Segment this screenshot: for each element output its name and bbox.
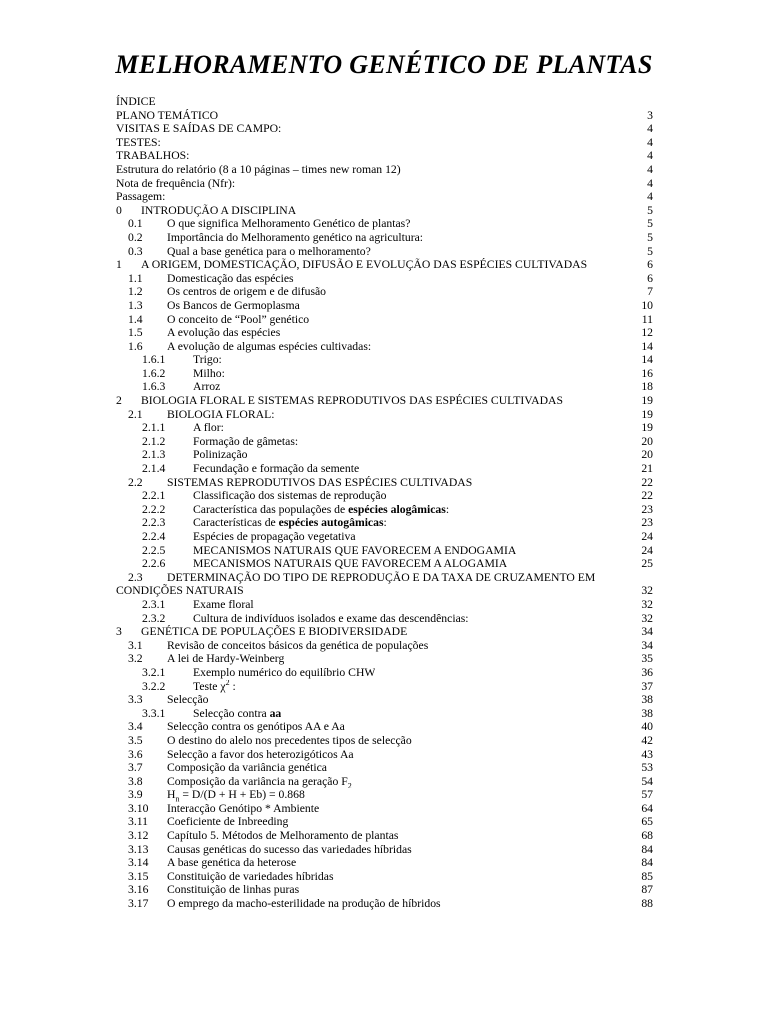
toc-entry[interactable]	[116, 435, 653, 449]
toc-entry-page: 7	[647, 285, 653, 299]
toc-entry-label: Exemplo numérico do equilíbrio CHW	[193, 665, 376, 679]
toc-entry-number: 2.2.4	[142, 530, 166, 543]
toc-entry-label-part: Composição da variância na geração F	[167, 774, 348, 788]
toc-entry-page: 14	[641, 353, 653, 367]
toc-entry-page: 38	[641, 706, 653, 720]
table-of-contents	[116, 95, 653, 911]
toc-entry-label-part: Característica das populações de	[193, 502, 349, 516]
toc-entry-number: 0.2	[128, 230, 143, 244]
toc-entry[interactable]	[116, 666, 653, 680]
toc-entry-page: 87	[641, 883, 653, 897]
toc-entry-number: 1	[116, 258, 122, 272]
toc-entry-number: 2.2.6	[142, 557, 166, 571]
toc-entry-page: 23	[641, 516, 653, 530]
toc-entry[interactable]	[116, 313, 653, 327]
toc-entry-page: 35	[641, 652, 653, 666]
toc-entry-label: Revisão de conceitos básicos da genética de populações	[167, 638, 429, 652]
toc-entry-page: 32	[641, 597, 653, 611]
toc-entry-label-bold: espécies autogâmicas	[278, 516, 384, 530]
toc-entry-page: 65	[641, 815, 653, 829]
toc-entry-label: A flor:	[193, 421, 224, 435]
toc-entry-page: 85	[641, 869, 653, 883]
toc-entry-number: 2.2	[128, 475, 143, 489]
toc-entry-label: GENÉTICA DE POPULAÇÕES E BIODIVERSIDADE	[141, 625, 408, 639]
toc-entry-page: 25	[641, 557, 653, 571]
toc-entry-label: SISTEMAS REPRODUTIVOS DAS ESPÉCIES CULTIVADAS	[167, 475, 473, 489]
toc-entry-number: 3.15	[128, 869, 149, 883]
toc-entry-number: 1.6	[128, 339, 143, 353]
toc-entry-label-part: H	[167, 788, 176, 802]
toc-entry-number: 3.17	[128, 897, 149, 911]
toc-entry-page: 5	[647, 244, 653, 258]
toc-entry-number: 1.6.3	[142, 380, 166, 394]
toc-entry-label: Composição da variância genética	[167, 761, 327, 775]
toc-entry-page: 20	[641, 434, 653, 448]
toc-entry-number: 2.3	[128, 570, 143, 584]
toc-entry[interactable]	[116, 612, 653, 626]
toc-entry[interactable]	[116, 489, 653, 503]
toc-entry-label: MECANISMOS NATURAIS QUE FAVORECEM A ENDOGAMIA	[193, 543, 517, 557]
toc-entry-number: 3.5	[128, 733, 143, 747]
toc-entry[interactable]	[116, 109, 653, 123]
toc-entry-number: 3.7	[128, 761, 143, 775]
toc-entry[interactable]	[116, 720, 653, 734]
index-heading: ÍNDICE	[116, 95, 156, 108]
toc-entry-label-part: Teste χ	[193, 679, 226, 693]
toc-entry-page: 53	[641, 761, 653, 775]
toc-entry[interactable]	[116, 883, 653, 897]
toc-entry-number: 3.1	[128, 638, 143, 652]
toc-entry-label: INTRODUÇÃO A DISCIPLINA	[141, 203, 297, 217]
toc-entry-number: 0.3	[128, 244, 143, 258]
toc-entry-label: Cultura de indivíduos isolados e exame das descendências:	[193, 611, 469, 625]
toc-entry-page: 68	[641, 829, 653, 843]
toc-entry-page: 22	[641, 475, 653, 489]
toc-entry-label: Os centros de origem e de difusão	[167, 285, 327, 299]
toc-entry[interactable]	[116, 367, 653, 381]
toc-entry-number: 2.1.2	[142, 434, 166, 448]
toc-entry-number: 3.4	[128, 720, 143, 734]
toc-entry-page: 4	[647, 122, 653, 136]
toc-entry-label-part: Características de	[193, 516, 279, 530]
toc-entry-page: 10	[641, 298, 653, 312]
toc-entry-page: 4	[647, 162, 653, 176]
toc-entry-label: Domesticação das espécies	[167, 271, 294, 285]
toc-entry[interactable]	[116, 299, 653, 313]
toc-entry-label: Importância do Melhoramento genético na agricultura:	[167, 230, 424, 244]
toc-entry[interactable]	[116, 693, 653, 707]
toc-entry-page: 6	[647, 258, 653, 272]
toc-entry-number: 1.5	[128, 326, 143, 340]
toc-entry-page: 40	[641, 720, 653, 734]
toc-entry-page: 24	[641, 543, 653, 557]
toc-entry[interactable]	[116, 258, 653, 272]
toc-entry-label: A lei de Hardy-Weinberg	[167, 652, 285, 666]
toc-entry[interactable]	[116, 802, 653, 816]
subscript: 2	[347, 781, 352, 789]
toc-entry-label: Capítulo 5. Métodos de Melhoramento de plantas	[167, 829, 399, 843]
superscript: 2	[225, 679, 230, 687]
toc-entry-label	[193, 707, 281, 721]
toc-entry[interactable]	[116, 748, 653, 762]
toc-entry-label: A base genética da heterose	[167, 856, 297, 870]
toc-entry-label: A evolução de algumas espécies cultivadas:	[167, 339, 372, 353]
toc-entry-page: 37	[641, 679, 653, 693]
toc-entry-page: 16	[641, 366, 653, 380]
toc-entry-number: 2.2.1	[142, 489, 166, 503]
toc-entry-label: Estrutura do relatório (8 a 10 páginas – times new roman 12)	[116, 162, 401, 176]
toc-entry-page: 84	[641, 856, 653, 870]
toc-entry-page: 22	[641, 489, 653, 503]
toc-entry-page: 34	[641, 625, 653, 639]
toc-entry-label: Causas genéticas do sucesso das variedades híbridas	[167, 842, 412, 856]
toc-entry-number: 2.1.1	[142, 421, 166, 435]
toc-entry[interactable]	[116, 136, 653, 150]
toc-entry-page: 21	[641, 462, 653, 476]
toc-entry-number: 2.1.4	[142, 462, 166, 476]
toc-entry[interactable]	[116, 707, 653, 721]
toc-entry-number: 0	[116, 203, 122, 217]
toc-entry-number: 3.13	[128, 842, 149, 856]
toc-entry-number: 3.14	[128, 856, 149, 870]
subscript: n	[175, 794, 180, 802]
toc-entry-number: 2.3.2	[142, 611, 166, 625]
toc-entry-label	[167, 775, 352, 789]
toc-entry-continuation[interactable]	[116, 584, 653, 598]
toc-entry-page: 14	[641, 339, 653, 353]
toc-entry[interactable]	[116, 557, 653, 571]
toc-entry-label: O emprego da macho-esterilidade na produção de híbridos	[167, 897, 441, 911]
toc-entry-page: 23	[641, 502, 653, 516]
toc-entry[interactable]	[116, 448, 653, 462]
toc-entry-label: Constituição de linhas puras	[167, 883, 300, 897]
toc-entry-number: 3.10	[128, 801, 149, 815]
toc-entry[interactable]	[116, 856, 653, 870]
toc-entry-number: 1.6.2	[142, 366, 166, 380]
toc-entry-number: 2.1.3	[142, 448, 166, 462]
toc-entry-page: 5	[647, 203, 653, 217]
toc-entry[interactable]	[116, 285, 653, 299]
toc-entry-label: Qual a base genética para o melhoramento?	[167, 244, 371, 258]
toc-entry-label: Coeficiente de Inbreeding	[167, 815, 289, 829]
toc-entry[interactable]	[116, 625, 653, 639]
toc-entry[interactable]	[116, 149, 653, 163]
toc-entry-label	[193, 516, 387, 530]
toc-entry-page: 18	[641, 380, 653, 394]
toc-entry-number: 3.6	[128, 747, 143, 761]
toc-entry-label-part: Selecção contra	[193, 706, 270, 720]
toc-entry-page: 5	[647, 217, 653, 231]
toc-entry[interactable]	[116, 571, 653, 585]
toc-entry-label: O conceito de “Pool” genético	[167, 312, 310, 326]
toc-entry[interactable]	[116, 734, 653, 748]
toc-entry-label	[193, 680, 236, 694]
toc-entry-label: Os Bancos de Germoplasma	[167, 298, 300, 312]
toc-entry-label: O que significa Melhoramento Genético de plantas?	[167, 217, 411, 231]
toc-entry-number: 3.9	[128, 788, 143, 802]
toc-entry-page: 57	[641, 788, 653, 802]
toc-entry-number: 3.16	[128, 883, 149, 897]
toc-entry-label: A evolução das espécies	[167, 326, 281, 340]
toc-entry-label: BIOLOGIA FLORAL:	[167, 407, 275, 421]
toc-entry-label: VISITAS E SAÍDAS DE CAMPO:	[116, 122, 282, 136]
toc-entry[interactable]	[116, 340, 653, 354]
toc-entry[interactable]	[116, 353, 653, 367]
toc-entry[interactable]	[116, 815, 653, 829]
toc-entry-number: 2.1	[128, 407, 143, 421]
toc-entry-label-part: :	[229, 679, 236, 693]
toc-entry-page: 42	[641, 733, 653, 747]
toc-entry-label: A ORIGEM, DOMESTICAÇÃO, DIFUSÃO E EVOLUÇÃO DAS ESPÉCIES CULTIVADAS	[141, 258, 588, 272]
toc-entry[interactable]	[116, 231, 653, 245]
toc-entry-number: 2.3.1	[142, 597, 166, 611]
toc-entry-label: Fecundação e formação da semente	[193, 462, 360, 476]
toc-entry-label	[193, 503, 449, 517]
toc-entry-label: Exame floral	[193, 597, 254, 611]
toc-entry-number: 3.2.1	[142, 665, 166, 679]
toc-entry-label-part: :	[383, 516, 387, 530]
toc-entry-page: 24	[641, 530, 653, 543]
toc-entry[interactable]	[116, 326, 653, 340]
toc-entry[interactable]	[116, 462, 653, 476]
toc-entry-page: 12	[641, 326, 653, 340]
toc-entry-page: 4	[647, 190, 653, 204]
toc-entry-label: PLANO TEMÁTICO	[116, 108, 219, 122]
toc-entry[interactable]	[116, 190, 653, 204]
toc-entry-number: 1.3	[128, 298, 143, 312]
toc-entry-number: 2.2.3	[142, 516, 166, 530]
toc-entry-page: 88	[641, 897, 653, 911]
toc-entry-page: 19	[641, 407, 653, 421]
toc-entry[interactable]	[116, 380, 653, 394]
toc-entry-number: 1.6.1	[142, 353, 166, 367]
toc-entry[interactable]	[116, 394, 653, 408]
toc-entry-page: 54	[641, 774, 653, 788]
toc-entry-label: Polinização	[193, 448, 248, 462]
toc-entry[interactable]	[116, 408, 653, 422]
toc-entry-label: TRABALHOS:	[116, 149, 190, 163]
toc-entry-label: Passagem:	[116, 190, 166, 204]
toc-entry-page: 19	[641, 394, 653, 408]
toc-entry[interactable]	[116, 476, 653, 490]
toc-entry-label-bold: espécies alogâmicas	[348, 502, 446, 516]
toc-entry-page: 5	[647, 230, 653, 244]
toc-entry[interactable]	[116, 897, 653, 911]
toc-entry-label: Selecção contra os genótipos AA e Aa	[167, 720, 345, 734]
toc-entry-page: 4	[647, 176, 653, 190]
toc-entry[interactable]	[116, 272, 653, 286]
toc-entry-label: Nota de frequência (Nfr):	[116, 176, 236, 190]
toc-entry-label: MECANISMOS NATURAIS QUE FAVORECEM A ALOGAMIA	[193, 557, 508, 571]
toc-entry[interactable]	[116, 204, 653, 218]
toc-entry-number: 1.2	[128, 285, 143, 299]
toc-entry-label: Constituição de variedades híbridas	[167, 869, 334, 883]
toc-entry-label-part: :	[445, 502, 450, 516]
toc-entry-number: 2.2.2	[142, 502, 166, 516]
toc-entry[interactable]	[116, 544, 653, 558]
toc-entry[interactable]	[116, 598, 653, 612]
toc-entry-label: Selecção	[167, 693, 209, 707]
toc-entry-page: 3	[647, 108, 653, 122]
toc-entry[interactable]	[116, 421, 653, 435]
toc-entry-label: CONDIÇÕES NATURAIS	[116, 584, 244, 598]
toc-entry-label: BIOLOGIA FLORAL E SISTEMAS REPRODUTIVOS DAS ESPÉCIES CULTIVADAS	[141, 394, 563, 408]
toc-entry-label: TESTES:	[116, 135, 161, 149]
toc-entry-number: 3.2.2	[142, 679, 166, 693]
toc-entry-number: 1.4	[128, 312, 143, 326]
toc-entry-label-bold: aa	[269, 706, 282, 720]
toc-entry-number: 3.12	[128, 829, 149, 843]
toc-entry[interactable]	[116, 788, 653, 802]
toc-entry-number: 1.1	[128, 271, 143, 285]
toc-entry[interactable]	[116, 829, 653, 843]
toc-entry[interactable]	[116, 217, 653, 231]
toc-entry-page: 34	[641, 638, 653, 652]
toc-entry-page: 20	[641, 448, 653, 462]
toc-entry[interactable]	[116, 122, 653, 136]
toc-entry-number: 3.8	[128, 774, 143, 788]
toc-entry-number: 2.2.5	[142, 543, 166, 557]
toc-entry-number: 2	[116, 394, 122, 408]
toc-entry[interactable]	[116, 680, 653, 694]
toc-entry-page: 4	[647, 135, 653, 149]
toc-entry[interactable]	[116, 652, 653, 666]
toc-entry-number: 3	[116, 625, 122, 639]
toc-entry[interactable]	[116, 530, 653, 544]
toc-entry-label: Milho:	[193, 366, 225, 380]
toc-entry-label: Arroz	[193, 380, 221, 394]
toc-entry-page: 6	[647, 271, 653, 285]
toc-entry-page: 32	[641, 584, 653, 598]
toc-entry-page: 11	[641, 312, 653, 326]
toc-entry[interactable]	[116, 163, 653, 177]
toc-list	[116, 109, 653, 911]
toc-entry[interactable]	[116, 843, 653, 857]
toc-entry[interactable]	[116, 639, 653, 653]
toc-entry[interactable]	[116, 245, 653, 259]
toc-entry-number: 3.3	[128, 693, 143, 707]
toc-entry-page: 32	[641, 611, 653, 625]
toc-entry[interactable]	[116, 503, 653, 517]
toc-entry-label: Classificação dos sistemas de reprodução	[193, 489, 387, 503]
toc-entry-number: 3.3.1	[142, 706, 166, 720]
toc-entry-label-part: = D/(D + H + Eb) = 0.868	[179, 788, 305, 802]
toc-entry-page: 19	[641, 421, 653, 435]
toc-entry-page: 38	[641, 693, 653, 707]
toc-entry[interactable]	[116, 775, 653, 789]
toc-entry-label: Interacção Genótipo * Ambiente	[167, 801, 320, 815]
toc-entry-page: 36	[641, 665, 653, 679]
toc-entry-label: DETERMINAÇÃO DO TIPO DE REPRODUÇÃO E DA TAXA DE CRUZAMENTO EM	[167, 570, 596, 584]
toc-entry[interactable]	[116, 177, 653, 191]
toc-entry-number: 3.11	[128, 815, 149, 829]
toc-entry-number: 3.2	[128, 652, 143, 666]
toc-entry[interactable]	[116, 761, 653, 775]
toc-entry-label: Espécies de propagação vegetativa	[193, 530, 356, 543]
toc-entry-label: O destino do alelo nos precedentes tipos de selecção	[167, 733, 412, 747]
toc-entry-page: 84	[641, 842, 653, 856]
toc-entry-label	[167, 788, 305, 802]
toc-entry-page: 4	[647, 149, 653, 163]
toc-entry[interactable]	[116, 516, 653, 530]
toc-entry-page: 64	[641, 801, 653, 815]
toc-entry-label: Formação de gâmetas:	[193, 434, 299, 448]
document-title: MELHORAMENTO GENÉTICO DE PLANTAS	[115, 50, 653, 79]
toc-entry[interactable]	[116, 870, 653, 884]
toc-entry-label: Selecção a favor dos heterozigóticos Aa	[167, 747, 354, 761]
toc-entry-label: Trigo:	[193, 353, 222, 367]
toc-entry-page: 43	[641, 747, 653, 761]
toc-entry-number: 0.1	[128, 217, 143, 231]
